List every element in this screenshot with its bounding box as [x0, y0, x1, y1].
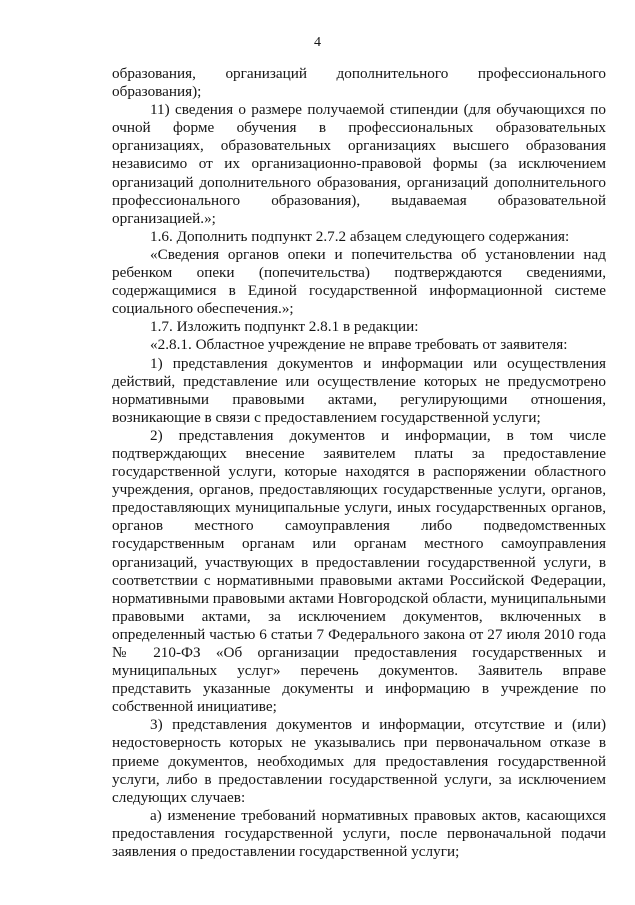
paragraph-item-3: 3) представления документов и информации, отсутствие и (или) недостоверность которых не указывались при первоначальном отказе в приеме документов, необходимых для предоставления государственной услуги, либо в предоставлении государственной услуги, за исключением следующих случаев:: [112, 716, 606, 806]
paragraph-guardianship-quote: «Сведения органов опеки и попечительства об установлении над ребенком опеки (попечительства) подтверждаются сведениями, содержащимися в Единой государственной информационной системе социального обеспечения.»;: [112, 245, 606, 318]
paragraph-2-8-1: «2.8.1. Областное учреждение не вправе требовать от заявителя:: [150, 336, 568, 354]
document-body: [112, 65, 606, 861]
paragraph-1-7: 1.7. Изложить подпункт 2.8.1 в редакции:: [150, 318, 419, 336]
paragraph-item-a: а) изменение требований нормативных правовых актов, касающихся предоставления государственной услуги, после первоначальной подачи заявления о предоставлении государственной услуги;: [112, 806, 606, 861]
paragraph-item-11-stipend: 11) сведения о размере получаемой стипендии (для обучающихся по очной форме обучения в профессиональных образовательных организациях, образовательных организациях высшего образования независимо от их организационно-правовой формы (за исключением организаций дополнительного образования, организаций дополнительного профессионального образования), выдаваемая образовательной организацией.»;: [112, 101, 606, 227]
paragraph-item-2: 2) представления документов и информации, в том числе подтверждающих внесение заявителем платы за предоставление государственной услуги, которые находятся в распоряжении областного учреждения, органов, предоставляющих государственные услуги, органов, предоставляющих муниципальные услуги, иных государственных органов, органов местного самоуправления либо подведомственных государственным органам или органам местного самоуправления организаций, участвующих в предоставлении государственной услуги, в соответствии с нормативными правовыми актами Российской Федерации, нормативными правовыми актами Новгородской области, муниципальными правовыми актами, за исключением документов, включенных в определенный частью 6 статьи 7 Федерального закона от 27 июля 2010 года № 210-ФЗ «Об организации предоставления государственных и муниципальных услуг» перечень документов. Заявитель вправе представить указанные документы и информацию в учреждение по собственной инициативе;: [112, 426, 606, 716]
page-number: 4: [314, 35, 321, 50]
paragraph-1-6: 1.6. Дополнить подпункт 2.7.2 абзацем следующего содержания:: [150, 227, 570, 245]
paragraph-item-1: 1) представления документов и информации или осуществления действий, представление или осуществление которых не предусмотрено нормативными правовыми актами, регулирующими отношения, возникающие в связи с предоставлением государственной услуги;: [112, 354, 606, 426]
paragraph-continuation: образования, организаций дополнительного профессионального образования);: [112, 65, 606, 101]
